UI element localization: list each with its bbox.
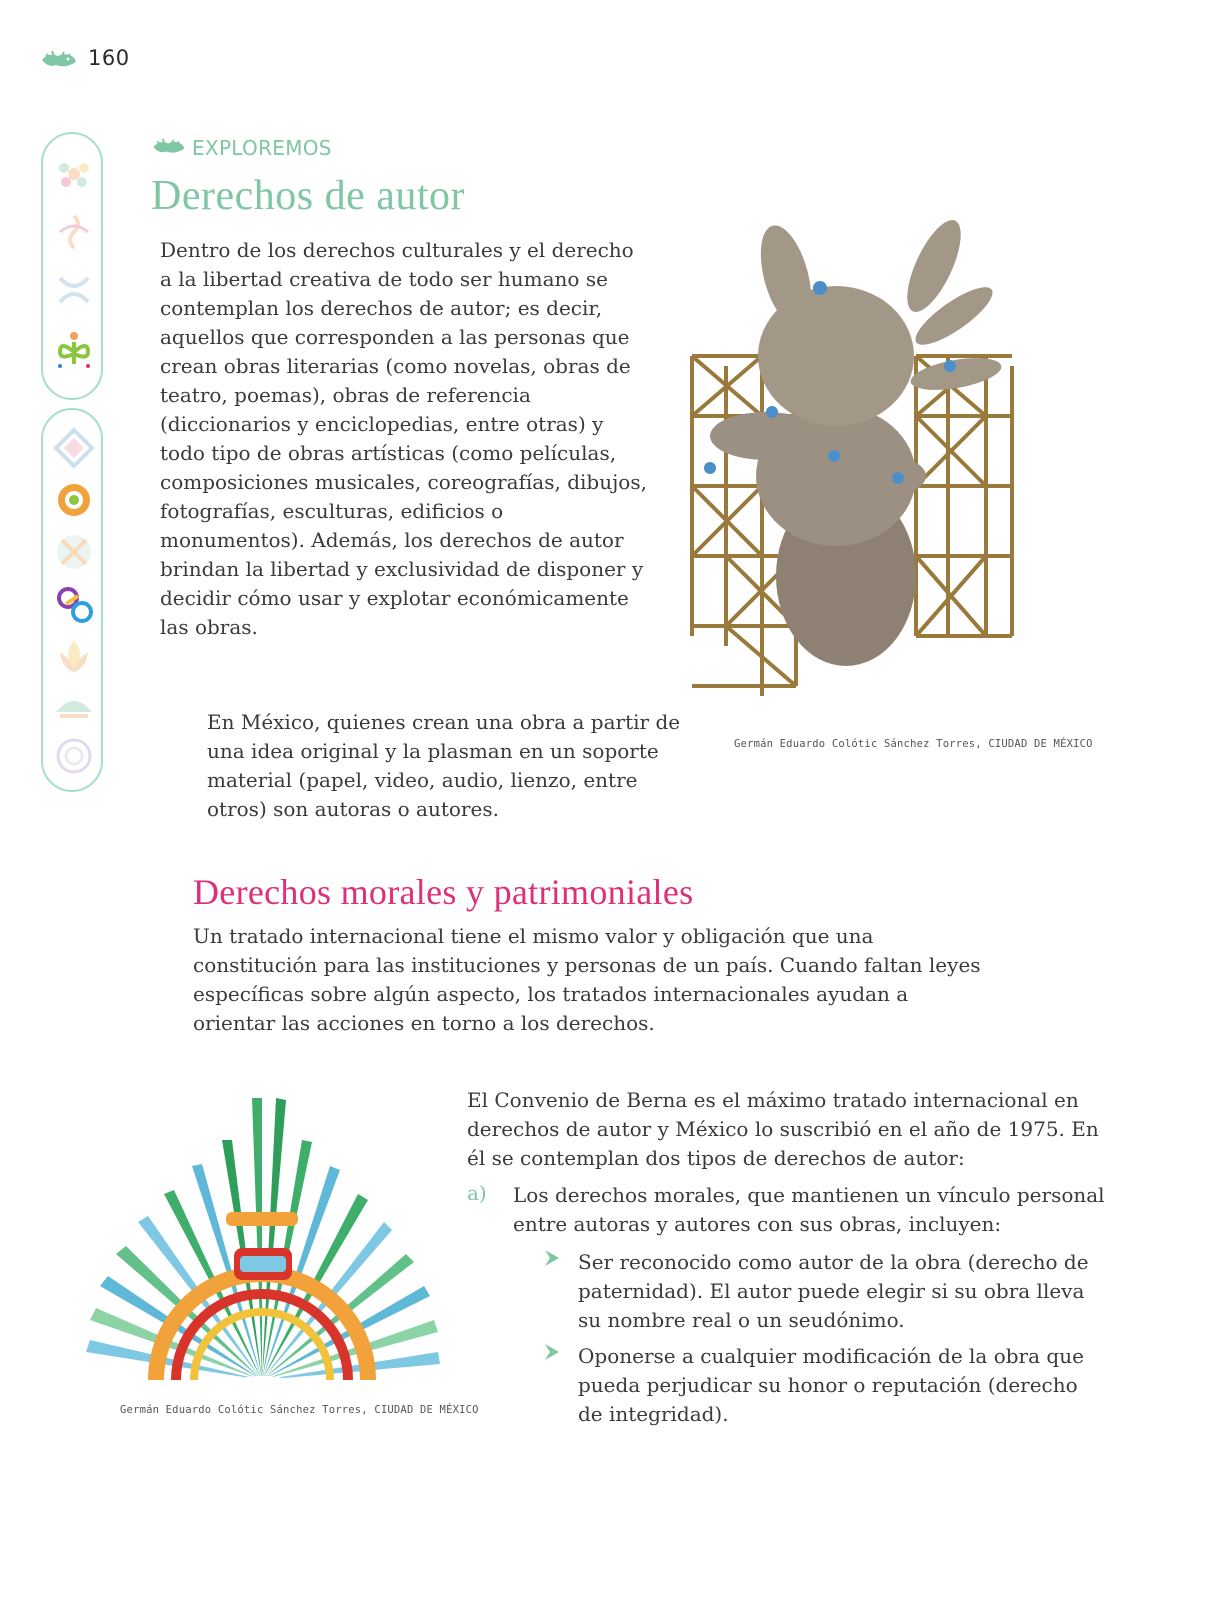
sun-figure-icon — [52, 210, 96, 254]
headdress-image-credit: Germán Eduardo Colótic Sánchez Torres, CIUDAD DE MÉXICO — [120, 1404, 479, 1416]
flower-icon — [52, 152, 96, 196]
feather-headdress-image — [76, 1090, 448, 1400]
bullet-text: Oponerse a cualquier modificación de la obra que pueda perjudicar su honor o reputación (derecho de integridad). — [578, 1344, 1084, 1426]
knot-icon — [52, 268, 96, 312]
page-title: Derechos de autor — [151, 173, 466, 219]
list-marker-a: a) — [467, 1181, 487, 1205]
axolotl-section-icon — [150, 136, 188, 158]
diamond-icon — [52, 426, 96, 470]
person-icon — [52, 328, 96, 372]
spiral-icon — [52, 734, 96, 778]
linked-circles-icon — [52, 582, 96, 626]
arrow-bullet-icon — [545, 1344, 559, 1360]
section-subheading: Derechos morales y patrimoniales — [193, 872, 694, 912]
arrow-bullet-icon — [545, 1250, 559, 1266]
mexico-paragraph: En México, quienes crean una obra a partir de una idea original y la plasman en un soporte material (papel, video, audio, lienzo, entre otros) son autoras o autores. — [207, 710, 681, 821]
berna-paragraph: El Convenio de Berna es el máximo tratado internacional en derechos de autor y México lo suscribió en el año de 1975. En él se contemplan dos tipos de derechos de autor: — [467, 1088, 1099, 1170]
shell-icon — [52, 686, 96, 730]
intro-paragraph: Dentro de los derechos culturales y el derecho a la libertad creativa de todo ser humano se contemplan los derechos de autor; es decir, aquellos que corresponden a las personas que crean obras literarias (como novelas, obras de teatro, poemas), obras de referencia (diccionarios y enciclopedias, entre otras) y todo tipo de obras artísticas (como películas, composiciones musicales, coreografías, dibujos, fotografías, esculturas, edificios o monumentos). Además, los derechos de autor brindan la libertad y exclusividad de disponer y decidir cómo usar y explotar económicamente las obras. — [160, 238, 647, 639]
bullet-text: Ser reconocido como autor de la obra (derecho de paternidad). El autor puede elegir si su obra lleva su nombre real o un seudónimo. — [578, 1250, 1089, 1332]
axolotl-icon — [38, 48, 80, 72]
lotus-icon — [52, 634, 96, 678]
hourglass-icon — [52, 530, 96, 574]
treaty-paragraph: Un tratado internacional tiene el mismo valor y obligación que una constitución para las instituciones y personas de un país. Cuando faltan leyes específicas sobre algún aspecto, los tratados internacionales ayudan a orientar las acciones en torno a los derechos. — [193, 924, 981, 1035]
section-label: EXPLOREMOS — [192, 136, 332, 160]
scaffold-sculpture-image — [686, 216, 1018, 712]
list-item-a-text: Los derechos morales, que mantienen un vínculo personal entre autoras y autores con sus obras, incluyen: — [513, 1183, 1105, 1236]
sidebar-pill-top — [41, 132, 103, 400]
ring-icon — [52, 478, 96, 522]
sculpture-image-credit: Germán Eduardo Colótic Sánchez Torres, CIUDAD DE MÉXICO — [734, 738, 1093, 750]
page-number: 160 — [88, 46, 130, 70]
sidebar-pill-bottom — [41, 408, 103, 792]
